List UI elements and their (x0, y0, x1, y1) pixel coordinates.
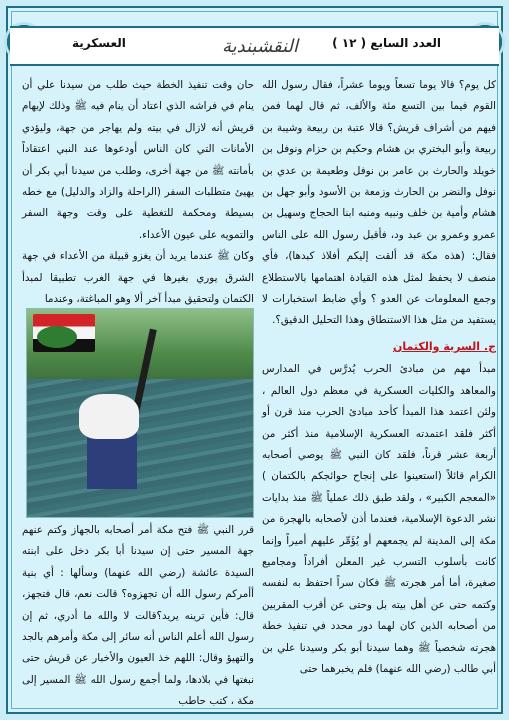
paragraph: وكان ﷺ عندما يريد أن يغزو قبيلة من الأعداء في جهة الشرق يوري بغيرها في جهة الغرب تطبيقا لمبدأ الكتمان ولتحقيق مبدأ آخر ألا وهو المباغتة، وعندما (22, 250, 254, 306)
section-title: العسكرية (72, 36, 126, 50)
right-column (262, 75, 496, 680)
flag-icon (33, 314, 95, 352)
paragraph: قرر النبي ﷺ فتح مكة أمر أصحابه بالجهاز وكتم عنهم جهة المسير حتى إن سيدنا أبا بكر دخل على ابنته السيدة عائشة (رضي الله عنهما) وسألها : أي بنية أأمركم رسول الله أن تجهزوه؟ قالت نعم، قال فتجهز، قال: فأين ترينه يريد؟قالت لا والله ما أدري، ثم إن رسول الله أعلم الناس أنه سائر إلى مكة وأمرهم بالجد والتهيؤ وقال: اللهم خذ العيون والأخبار عن قريش حتى نبغتها في بلادها، ولما أجمع رسول الله ﷺ المسير إلى مكة ، كتب حاطب (22, 524, 254, 708)
paragraph: كل يوم؟ قالا يوما تسعاً ويوما عشراً، فقال رسول الله القوم فيما بين التسع مئة والألف، ثم قال لهما فمن فيهم من أشراف قريش؟ قالا عتبة بن ربيعة وشيبة بن ربيعة وأبو البختري بن هشام وحكيم بن حزام ونوفل بن خويلد والحارث بن عامر بن نوفل وطعيمة بن عدي بن نوفل والنضر بن الحارث وزمعة بن الأسود وأبو جهل بن هشام وأمية بن خلف ونبيه ومنبه ابنا الحجاج وسهيل بن عمرو وعمرو بن عبد ود، فأقبل رسول الله على الناس فقال: (هذه مكة قد ألقت إليكم أفلاذ كبدها)، فأي منصف لا يحفظ لمثل هذه القيادة اهتمامها بالاستطلاع وجمع المعلومات عن العدو ؟ وأي ضابط استخبارات لا يستفيد من مثل هذا الاستنطاق وهذا التحليل الدقيق؟. (262, 79, 496, 327)
logo-text: النقشبندية (221, 35, 299, 57)
section-heading: ج. السرية والكتمان (392, 339, 496, 353)
page-header (10, 26, 499, 66)
paragraph: حان وقت تنفيذ الخطة حيث طلب من سيدنا علي أن ينام في فراشه الذي اعتاد أن ينام فيه ﷺ وذلك لإيهام قريش أنه لازال في بيته ولم يهاجر من جهة، وليؤدي الأمانات التي كان الناس أودعوها عند النبي اعتقاداً بأمانته ﷺ من جهة أخرى، وطلب من سيدنا أبي بكر أن يهيئ متطلبات السفر (الراحلة والزاد والدليل) مع خطه بسيطة ومحكمة للتغطية على وقت وجهة السفر والتمويه على عيون الأعداء. (22, 79, 254, 241)
left-column-continued (22, 520, 254, 713)
magazine-logo (215, 30, 305, 62)
paragraph: مبدأ مهم من مبادئ الحرب يُدرَّس في المدارس والمعاهد والكليات العسكرية في معظم دول العالم ، ولئن اعتمد هذا المبدأ كأحد مبادئ الحرب منذ قرن أو أكثر فلقد اعتمدته العسكرية الإسلامية منذ أكثر من أربعة عشر قرناً، فلقد كان النبي ﷺ يوصي أصحابه الكرام قائلاً (استعينوا على إنجاح حوائجكم بالكتمان ) «المعجم الكبير» ، ولقد طبق ذلك عملياً ﷺ منذ بدايات نشر الدعوة الإسلامية، فعندما أذن لأصحابه بالهجرة من مكة إلى المدينة لم يجمعهم أو يُؤَمِّر عليهم أميراً وإنما كانت بأسلوب التسرب غير المعلن أفراداً ومجاميع صغيرة، أما أمر هجرته ﷺ فكان سراً احتفظ به لنفسه وكتمه حتى عن أهل بيته بل وحتى عن أقرب المقربين من أصحابه الذين كان لهما دور محدد في تنفيذ خطة هجرته شخصياً ﷺ وهما سيدنا أبو بكر وسيدنا علي بن أبي طالب (رضي الله عنهما) فلم يخبرهما حتى (262, 363, 496, 675)
emblem-icon (37, 326, 77, 348)
issue-number: العدد السابع ( ١٢ ) (332, 36, 441, 50)
magazine-page (6, 6, 503, 714)
left-column (22, 75, 254, 310)
soldier-photo (26, 308, 254, 518)
soldier-head-cover (79, 394, 139, 439)
